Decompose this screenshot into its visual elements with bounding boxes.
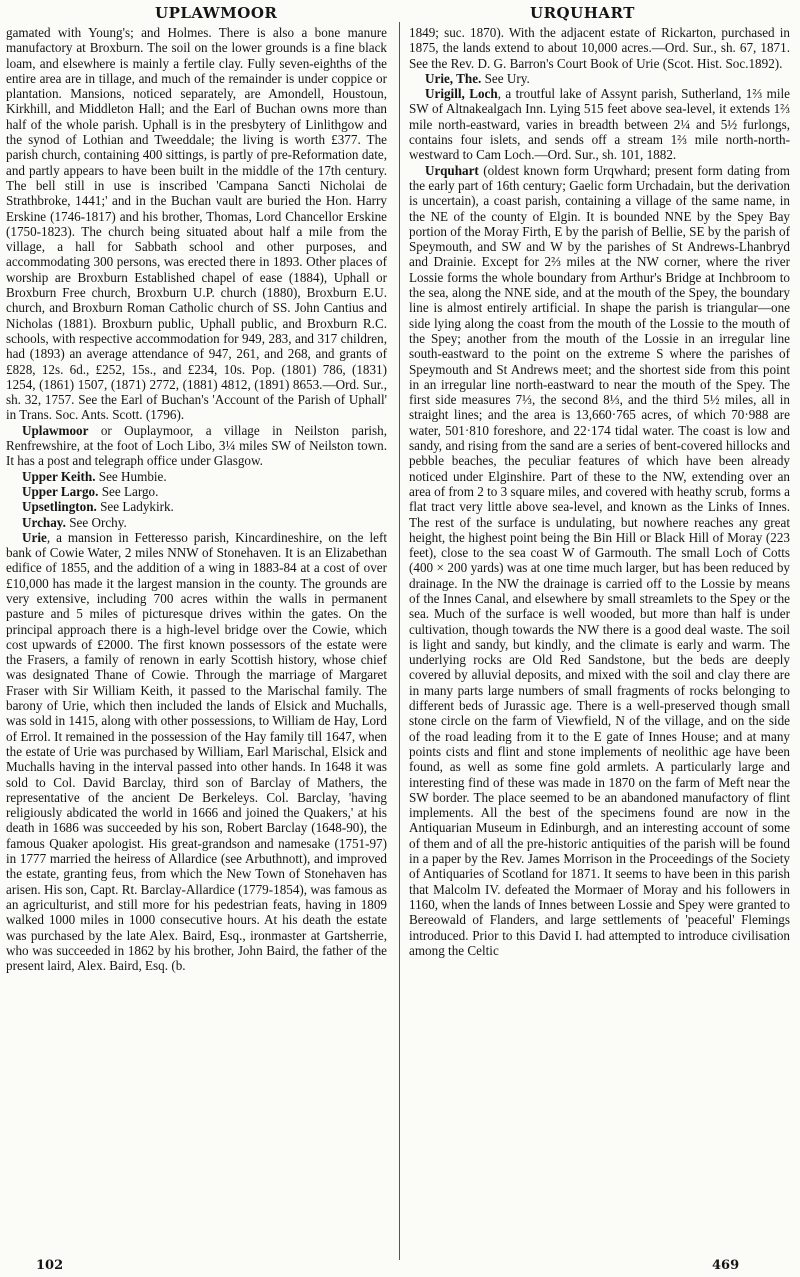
entry-body: 1849; suc. 1870). With the adjacent estate of Rickarton, purchased in 1875, the lands extend to about 10,000 acres.—Ord. Sur., sh. 67, 1871. See the Rev. D. G. Barron's Court Book of Urie (Scot. Hist. Soc.1892). [409, 25, 790, 71]
entry-body: (oldest known form Urqwhard; present form dating from the early part of 16th century; Gaelic form Urchadain, but the derivation is uncertain), a coast parish, containing a village of the same name, in the NE of the county of Elgin. It is bounded NNE by the Spey Bay portion of the Moray Firth, E by the parish of Bellie, SE by the parish of Speymouth, and SW and W by the parishes of St Andrews-Lhanbryd and Drainie. Except for 2⅔ miles at the NW corner, where the river Lossie forms the whole boundary from Arthur's Bridge at Inchbroom to the sea, along the NNE side, and at the mouth of the Spey, the boundary line is almost entirely artificial. In shape the parish is triangular—one side lying along the coast from the mouth of the Lossie to the mouth of the Spey; another from the mouth of the Lossie in an irregular line south-eastward to the point on the extreme S where the parishes of Speymouth and St Andrews meet; and the shortest side from this point in an irregular line north-eastward to near the mouth of the Spey. The first side measures 7⅓, the second 8⅓, and the third 5½ miles, all in straight lines; and the area is 13,660·765 acres, of which 70·988 are water, 501·810 foreshore, and 22·174 tidal water. The coast is low and sandy, and rising from the sand are a series of bent-covered hillocks and pebble beaches, the peculiar features of which have been already noticed under Elginshire. Part of these to the NW, extending over an area of from 2 to 3 square miles, and covered with heathy scrub, forms a flat tract very little above sea-level, and known as the Links of Innes. The rest of the surface is undulating, but nowhere reaches any great height, the highest point being the Bin Hill or Black Hill of Moray (223 feet), close to the sea coast W of Garmouth. The small Loch of Cotts (400 × 200 yards) was at one time much larger, but has been reduced by drainage. In the NW the drainage is carried off to the Lossie by means of the Innes Canal, and elsewhere by small streamlets to the Spey or the sea. Much of the surface is well wooded, but more than half is under cultivation, though towards the NW there is a good deal waste. The soil is light and sandy, but kindly, and the climate is early and warm. The underlying rocks are Old Red Sandstone, but the beds are deeply covered by alluvial deposits, and mixed with the soil and clay there are in many parts large numbers of small fragments of rocks belonging to different beds of Jurassic age. There is a well-preserved though small stone circle on the farm of Viewfield, N of the village, and on the side of the road leading from it to the E gate of Innes House; and at many points cists and flint and stone implements of neolithic age have been found, as well as some fine gold armlets. A particularly large and interesting find of these was made in 1870 on the farm of Meft near the SW border. The place seemed to be an abandoned manufactory of flint implements. All the best of the specimens found are now in the Antiquarian Museum in Edinburgh, and an interesting account of some of them and of all the pre-historic antiquities of the parish will be found in a paper by the Rev. James Morrison in the Proceedings of the Society of Antiquaries of Scotland for 1871. It seems to have been in this parish that Malcolm IV. defeated the Mormaer of Moray and his followers in 1160, when the lands of Innes between Lossie and Spey were granted to Bereowald of Flanders, and large settlements of 'peaceful' Flemings introduced. Prior to this David I. had attempted to introduce civilisation among the Celtic [409, 162, 790, 958]
entry-body: See Largo. [98, 483, 159, 499]
entry-continuation [6, 25, 387, 423]
gazetteer-entry [6, 423, 387, 469]
entry-headword: Urie [22, 529, 47, 545]
entry-headword: Urchay. [22, 514, 66, 530]
gazetteer-entry [6, 484, 387, 499]
entry-body: or Ouplaymoor, a village in Neilston parish, Renfrewshire, at the foot of Loch Libo, 3¼ miles SW of Neilston town. It has a post and telegraph office under Glasgow. [6, 422, 387, 469]
running-head-left: UPLAWMOOR [155, 4, 278, 22]
gazetteer-entry [6, 499, 387, 514]
gazetteer-entry [6, 469, 387, 484]
column-divider [399, 22, 400, 1260]
gazetteer-entry [6, 515, 387, 530]
entry-headword: Urquhart [425, 162, 479, 178]
entry-body: See Ladykirk. [96, 499, 174, 515]
left-column [6, 25, 387, 973]
entry-headword: Uplawmoor [22, 422, 89, 438]
gazetteer-entry [409, 163, 790, 958]
entry-body: See Orchy. [65, 514, 127, 530]
gazetteer-entry [409, 86, 790, 162]
entry-headword: Urie, The. [425, 70, 482, 86]
gazetteer-entry [6, 530, 387, 974]
entry-headword: Urigill, Loch [425, 86, 498, 102]
entry-body: See Humbie. [95, 468, 167, 484]
entry-body: gamated with Young's; and Holmes. There is also a bone manure manufactory at Broxburn. The soil on the lower grounds is a fine black loam, and elsewhere is mainly a fertile clay. Fully seven-eighths of the entire area are in tillage, and much of the remainder is under coppice or plantation. Mansions, noticed separately, are Amondell, Houstoun, Kirkhill, and Middleton Hall; and the Earl of Buchan owns more than half of the whole parish. Uphall is in the presbytery of Linlithgow and the synod of Lothian and Tweeddale; the living is worth £377. The parish church, containing 400 sittings, is partly of pre-Reformation date, and partly appears to have been built in the middle of the 17th century. The bell still in use is inscribed 'Campana Sancti Nicholai de Strathbroke, 1441;' and in the Buchan vault are buried the Hon. Harry Erskine (1746-1817) and his brother, Thomas, Lord Chancellor Erskine (1750-1823). The church being situated about half a mile from the village, a hall for Sabbath school and other purposes, and accommodating 300 persons, was erected there in 1893. Other places of worship are Broxburn Established chapel of ease (1884), Uphall or Broxburn Free church, Broxburn U.P. church (1880), Broxburn E.U. church, and Broxburn Roman Catholic church of SS. John Cantius and Nicholas (1881). Broxburn public, Uphall public, and Broxburn R.C. schools, with respective accommodation for 949, 283, and 317 children, had (1893) an average attendance of 947, 261, and 268, and grants of £828, 12s. 6d., £252, 15s., and £234, 10s. Pop. (1801) 786, (1831) 1254, (1861) 1507, (1871) 2772, (1881) 4812, (1891) 8653.—Ord. Sur., sh. 32, 1757. See the Earl of Buchan's 'Account of the Parish of Uphall' in Trans. Soc. Ants. Scott. (1796). [6, 25, 387, 423]
entry-body: See Ury. [481, 70, 530, 86]
entry-body: , a troutful lake of Assynt parish, Sutherland, 1⅔ mile SW of Altnakealgach Inn. Lying 515 feet above sea-level, it extends 1⅔ mile north-eastward, varies in breadth between 2¼ and 5½ furlongs, contains four islets, and sends off a stream 1⅔ mile north-north-westward to Cam Loch.—Ord. Sur., sh. 101, 1882. [409, 86, 790, 163]
right-column [409, 25, 790, 958]
entry-headword: Upsetlington. [22, 499, 97, 515]
entry-headword: Upper Keith. [22, 468, 96, 484]
page-number-left: 102 [36, 1258, 64, 1273]
entry-body: , a mansion in Fetteresso parish, Kincardineshire, on the left bank of Cowie Water, 2 miles NNW of Stonehaven. It is an Elizabethan edifice of 1855, and the addition of a wing in 1883-84 at a cost of over £10,000 has made it the largest mansion in the county. The grounds are very extensive, including 700 acres within the walls in permanent pasture and 5 miles of picturesque drives within the gates. On the principal approach there is a high-level bridge over the Cowie, which cost upwards of £2000. The first known possessors of the estate were the Frasers, a family of renown in early Scottish history, whose chief was designated Thane of Cowie. Through the marriage of Margaret Fraser with Sir William Keith, it passed to the Marischal family. The barony of Urie, which then included the lands of Elsick and Muchalls, was sold in 1415, along with other possessions, to William de Hay, Lord of Errol. It remained in the possession of the Hay family till 1647, when the estate of Urie was purchased by William, Earl Marischal, Elsick and Muchalls having in the interval passed into other hands. In 1648 it was sold to Col. David Barclay, third son of Barclay of Mathers, the representative of the ancient De Berkeleys. Col. Barclay, 'having religiously abdicated the world in 1666 and joined the Quakers,' at his death in 1686 was succeeded by his son, Robert Barclay (1648-90), the famous Quaker apologist. His great-grandson and namesake (1751-97) in 1777 married the heiress of Allardice (see Arbuthnott), and improved the estate, granting feus, from which the New Town of Stonehaven has arisen. His son, Capt. Rt. Barclay-Allardice (1779-1854), was famous as an agriculturist, and still more for his pedestrian feats, having in 1809 walked 1000 miles in 1000 consecutive hours. At his death the estate was purchased by the late Alex. Baird, Esq., ironmaster at Gartsherrie, who was succeeded in 1862 by his brother, John Baird, the father of the present laird, Alex. Baird, Esq. (b. [6, 529, 387, 974]
gazetteer-entry [409, 71, 790, 86]
page-number-right: 469 [712, 1258, 740, 1273]
entry-headword: Upper Largo. [22, 483, 99, 499]
running-head-right: URQUHART [530, 4, 635, 22]
entry-continuation [409, 25, 790, 71]
